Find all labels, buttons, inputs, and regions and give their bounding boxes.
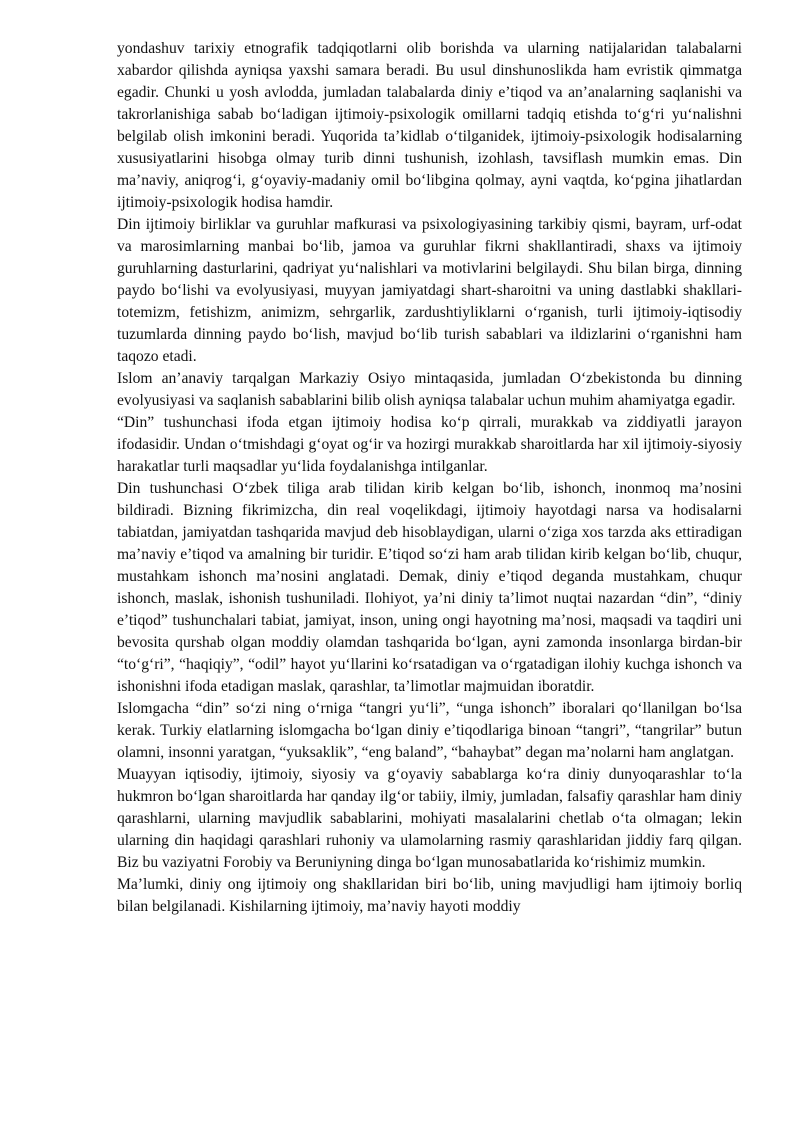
paragraph: Muayyan iqtisodiy, ijtimoiy, siyosiy va g‘oyaviy sabablarga ko‘ra diniy dunyoqarashlar to‘la hukmron bo‘lgan sharoitlarda har qanday ilg‘or tabiiy, ilmiy, jumladan, falsafiy qarashlar ham diniy qarashlarni, ularning mavjudlik sabablarini, mohiyati masalalarini chetlab o‘ta olmagan; lekin ularning din haqidagi qarashlari ruhoniy va ulamolarning rasmiy qarashlaridan jiddiy farq qilgan. Biz bu vaziyatni Forobiy va Beruniyning dinga bo‘lgan munosabatlarida ko‘rishimiz mumkin.	[117, 766, 742, 871]
paragraph: “Din” tushunchasi ifoda etgan ijtimoiy hodisa ko‘p qirrali, murakkab va ziddiyatli jarayon ifodasidir. Undan o‘tmishdagi g‘oyat og‘ir va hozirgi murakkab sharoitlarda har xil ijtimoiy-siyosiy harakatlar turli maqsadlar yu‘lida foydalanishga intilganlar.	[117, 414, 742, 475]
paragraph: Din tushunchasi O‘zbek tiliga arab tilidan kirib kelgan bo‘lib, ishonch, inonmoq ma’nosini bildiradi. Bizning fikrimizcha, din real voqelikdagi, ijtimoiy hayotdagi narsa va hodisalarni tabiatdan, jamiyatdan tashqarida mavjud deb hisoblaydigan, ularni o‘ziga xos tarzda aks ettiradigan ma’naviy e’tiqod va amalning bir turidir. E’tiqod so‘zi ham arab tilidan kirib kelgan bo‘lib, chuqur, mustahkam ishonch ma’nosini anglatadi. Demak, diniy e’tiqod deganda mustahkam, chuqur ishonch, maslak, ishonish tushuniladi. Ilohiyot, ya’ni diniy ta’limot nuqtai nazardan “din”, “diniy e’tiqod” tushunchalari tabiat, jamiyat, inson, uning ongi hayotning ma’nosi, maqsadi va taqdiri uni bevosita qurshab olgan moddiy olamdan tashqarida bo‘lgan, ayni zamonda insonlarga birdan-bir “to‘g‘ri”, “haqiqiy”, “odil” hayot yu‘llarini ko‘rsatadigan va o‘rgatadigan ilohiy kuchga ishonch va ishonishni ifoda etadigan maslak, qarashlar, ta’limotlar majmuidan iboratdir.	[117, 480, 742, 695]
document-page	[117, 38, 742, 918]
paragraph: yondashuv tarixiy etnografik tadqiqotlarni olib borishda va ularning natijalaridan talabalarni xabardor qilishda ayniqsa yaxshi samara beradi. Bu usul dinshunoslikda ham evristik qimmatga egadir. Chunki u yosh avlodda, jumladan talabalarda diniy e’tiqod va an’analarning saqlanishi va takrorlanishiga sabab bo‘ladigan ijtimoiy-psixologik omillarni tadqiq etishda to‘g‘ri yu‘nalishni belgilab olish imkonini beradi. Yuqorida ta’kidlab o‘tilganidek, ijtimoiy-psixologik hodisalarning xususiyatlarini hisobga olmay turib dinni tushunish, izohlash, tavsiflash mumkin emas. Din ma’naviy, aniqrog‘i, g‘oyaviy-madaniy omil bo‘libgina qolmay, ayni vaqtda, ko‘pgina jihatlardan ijtimoiy-psixologik hodisa hamdir.	[117, 40, 742, 211]
paragraph: Islom an’anaviy tarqalgan Markaziy Osiyo mintaqasida, jumladan O‘zbekistonda bu dinning evolyusiyasi va saqlanish sabablarini bilib olish ayniqsa talabalar uchun muhim ahamiyatga egadir.	[117, 370, 742, 409]
paragraph: Ma’lumki, diniy ong ijtimoiy ong shakllaridan biri bo‘lib, uning mavjudligi ham ijtimoiy borliq bilan belgilanadi. Kishilarning ijtimoiy, ma’naviy hayoti moddiy	[117, 876, 742, 915]
paragraph: Din ijtimoiy birliklar va guruhlar mafkurasi va psixologiyasining tarkibiy qismi, bayram, urf-odat va marosimlarning manbai bo‘lib, jamoa va guruhlar fikrni shakllantiradi, shaxs va ijtimoiy guruhlarning dasturlarini, qadriyat yu‘nalishlari va motivlarini belgilaydi. Shu bilan birga, dinning paydo bo‘lishi va evolyusiyasi, muyyan jamiyatdagi shart-sharoitni va uning dastlabki shakllari-totemizm, fetishizm, animizm, sehrgarlik, zardushtiyliklarni o‘rganish, turli ijtimoiy-iqtisodiy tuzumlarda dinning paydo bo‘lish, mavjud bo‘lib turish sabablari va ildizlarini o‘rganishni ham taqozo etadi.	[117, 216, 742, 365]
paragraph: Islomgacha “din” so‘zi ning o‘rniga “tangri yu‘li”, “unga ishonch” iboralari qo‘llanilgan bo‘lsa kerak. Turkiy elatlarning islomgacha bo‘lgan diniy e’tiqodlariga binoan “tangri”, “tangrilar” butun olamni, insonni yaratgan, “yuksaklik”, “eng baland”, “bahaybat” degan ma’nolarni ham anglatgan.	[117, 700, 742, 761]
